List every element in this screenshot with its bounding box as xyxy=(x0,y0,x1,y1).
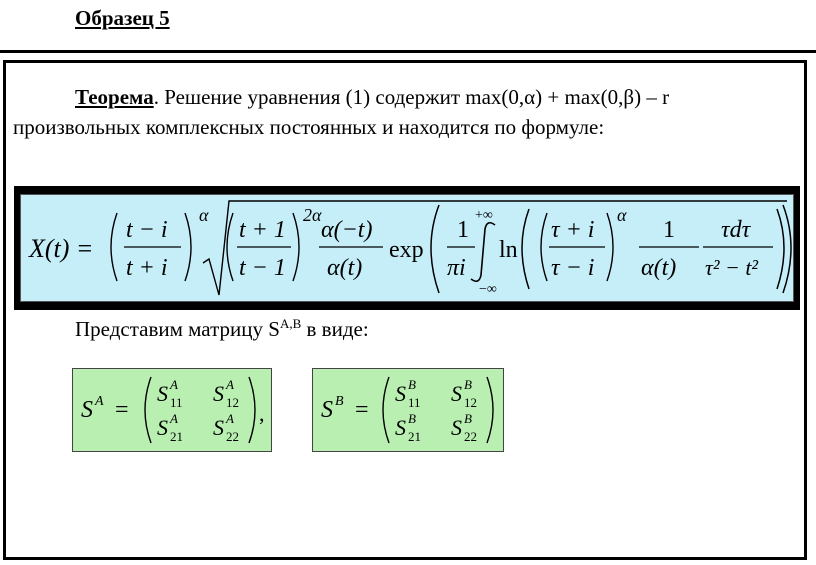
matrix-a-s21: S xyxy=(157,415,168,440)
matrix-intro-tail: в виде: xyxy=(301,317,369,341)
matrix-b-s21: S xyxy=(395,415,406,440)
matrix-b-s11-sup: B xyxy=(408,377,416,392)
paren-right-ln xyxy=(777,209,784,289)
frac6-denominator: α(t) xyxy=(641,255,677,281)
frac7-denominator: τ² − t² xyxy=(705,255,759,280)
integral-lower-limit: −∞ xyxy=(479,282,497,297)
paren-left-1 xyxy=(111,213,117,281)
matrix-a-bracket-left xyxy=(145,377,151,443)
matrix-a-s22-sub: 22 xyxy=(226,429,239,444)
matrix-b-bracket-left xyxy=(383,377,389,443)
matrix-intro-text: Представим матрицу S xyxy=(75,317,280,341)
paren-left-exp xyxy=(431,205,439,293)
theorem-lead: Теорема xyxy=(75,85,154,109)
integral-sign xyxy=(471,223,495,282)
matrix-a-comma: , xyxy=(259,401,265,426)
frac3-denominator: α(t) xyxy=(327,255,363,281)
ln-function: ln xyxy=(499,237,518,263)
paren-right-2 xyxy=(293,213,299,281)
matrix-b-s21-sup: B xyxy=(408,411,416,426)
matrix-a-s11-sup: A xyxy=(170,377,178,392)
matrix-a-s11-sub: 11 xyxy=(170,395,183,410)
frac2-exponent: 2α xyxy=(303,205,322,225)
frac2-numerator: t + 1 xyxy=(239,217,286,243)
matrix-a-s12: S xyxy=(213,381,224,406)
matrix-intro xyxy=(75,316,369,342)
matrix-a-s21-sub: 21 xyxy=(170,429,183,444)
paren-right-5 xyxy=(607,213,613,281)
matrix-b-equals: = xyxy=(355,397,369,423)
matrix-intro-sup: A,B xyxy=(279,316,302,331)
frac4-denominator: πi xyxy=(447,255,466,281)
matrix-b-s11: S xyxy=(395,381,406,406)
matrix-b-s21-sub: 21 xyxy=(408,429,421,444)
matrix-a-s22-sup: A xyxy=(226,411,234,426)
paren-left-5 xyxy=(541,213,547,281)
matrix-a-s12-sup: A xyxy=(226,377,234,392)
matrix-b-s12-sub: 12 xyxy=(464,395,477,410)
matrix-b-s11-sub: 11 xyxy=(408,395,421,410)
exp-function: exp xyxy=(389,237,424,263)
paren-right-1 xyxy=(185,213,191,281)
paren-left-ln xyxy=(522,209,529,289)
matrix-a-s22: S xyxy=(213,415,224,440)
sqrt-sign xyxy=(203,201,787,295)
paren-left-2 xyxy=(227,213,233,281)
frac3-numerator: α(−t) xyxy=(321,217,373,243)
matrix-b-bracket-right xyxy=(487,377,493,443)
matrix-a-equals: = xyxy=(115,397,129,423)
matrix-b-box xyxy=(312,368,504,452)
matrix-b-lhs-sup: B xyxy=(335,394,344,409)
matrix-b-s22: S xyxy=(451,415,462,440)
frac1-numerator: t − i xyxy=(126,217,168,243)
formula-box xyxy=(20,194,794,302)
matrix-b-s12: S xyxy=(451,381,462,406)
frac1-exponent: α xyxy=(199,205,209,225)
matrix-a-bracket-right xyxy=(249,377,255,443)
matrix-a-box xyxy=(72,368,272,452)
matrix-b-svg xyxy=(313,369,503,451)
matrix-b-lhs: S xyxy=(321,397,333,423)
formula-svg xyxy=(21,195,793,301)
frac4-numerator: 1 xyxy=(457,217,469,243)
theorem-line1: . Решение уравнения (1) содержит max(0,α) + max(0,β) – r xyxy=(153,85,670,109)
formula-lhs: X(t) = xyxy=(29,234,94,263)
matrix-b-s12-sup: B xyxy=(464,377,472,392)
frac2-denominator: t − 1 xyxy=(239,255,286,281)
matrix-a-svg xyxy=(73,369,271,451)
matrix-b-s22-sup: B xyxy=(464,411,472,426)
frac7-numerator: τdτ xyxy=(721,217,751,243)
matrix-a-lhs: S xyxy=(81,397,93,423)
page-title: Образец 5 xyxy=(75,6,170,30)
theorem-line2: произвольных комплексных постоянных и находится по формуле: xyxy=(13,115,605,139)
matrix-a-lhs-sup: A xyxy=(95,394,104,409)
integral-upper-limit: +∞ xyxy=(475,208,493,223)
frac5-exponent: α xyxy=(617,205,627,225)
matrix-a-s12-sub: 12 xyxy=(226,395,239,410)
frac5-denominator: τ − i xyxy=(551,255,595,281)
matrix-a-s11: S xyxy=(157,381,168,406)
theorem-paragraph xyxy=(13,82,803,142)
frac5-numerator: τ + i xyxy=(551,217,595,243)
frac6-numerator: 1 xyxy=(663,217,675,243)
top-divider xyxy=(0,50,816,53)
frac1-denominator: t + i xyxy=(126,255,168,281)
matrix-a-s21-sup: A xyxy=(170,411,178,426)
matrix-b-s22-sub: 22 xyxy=(464,429,477,444)
